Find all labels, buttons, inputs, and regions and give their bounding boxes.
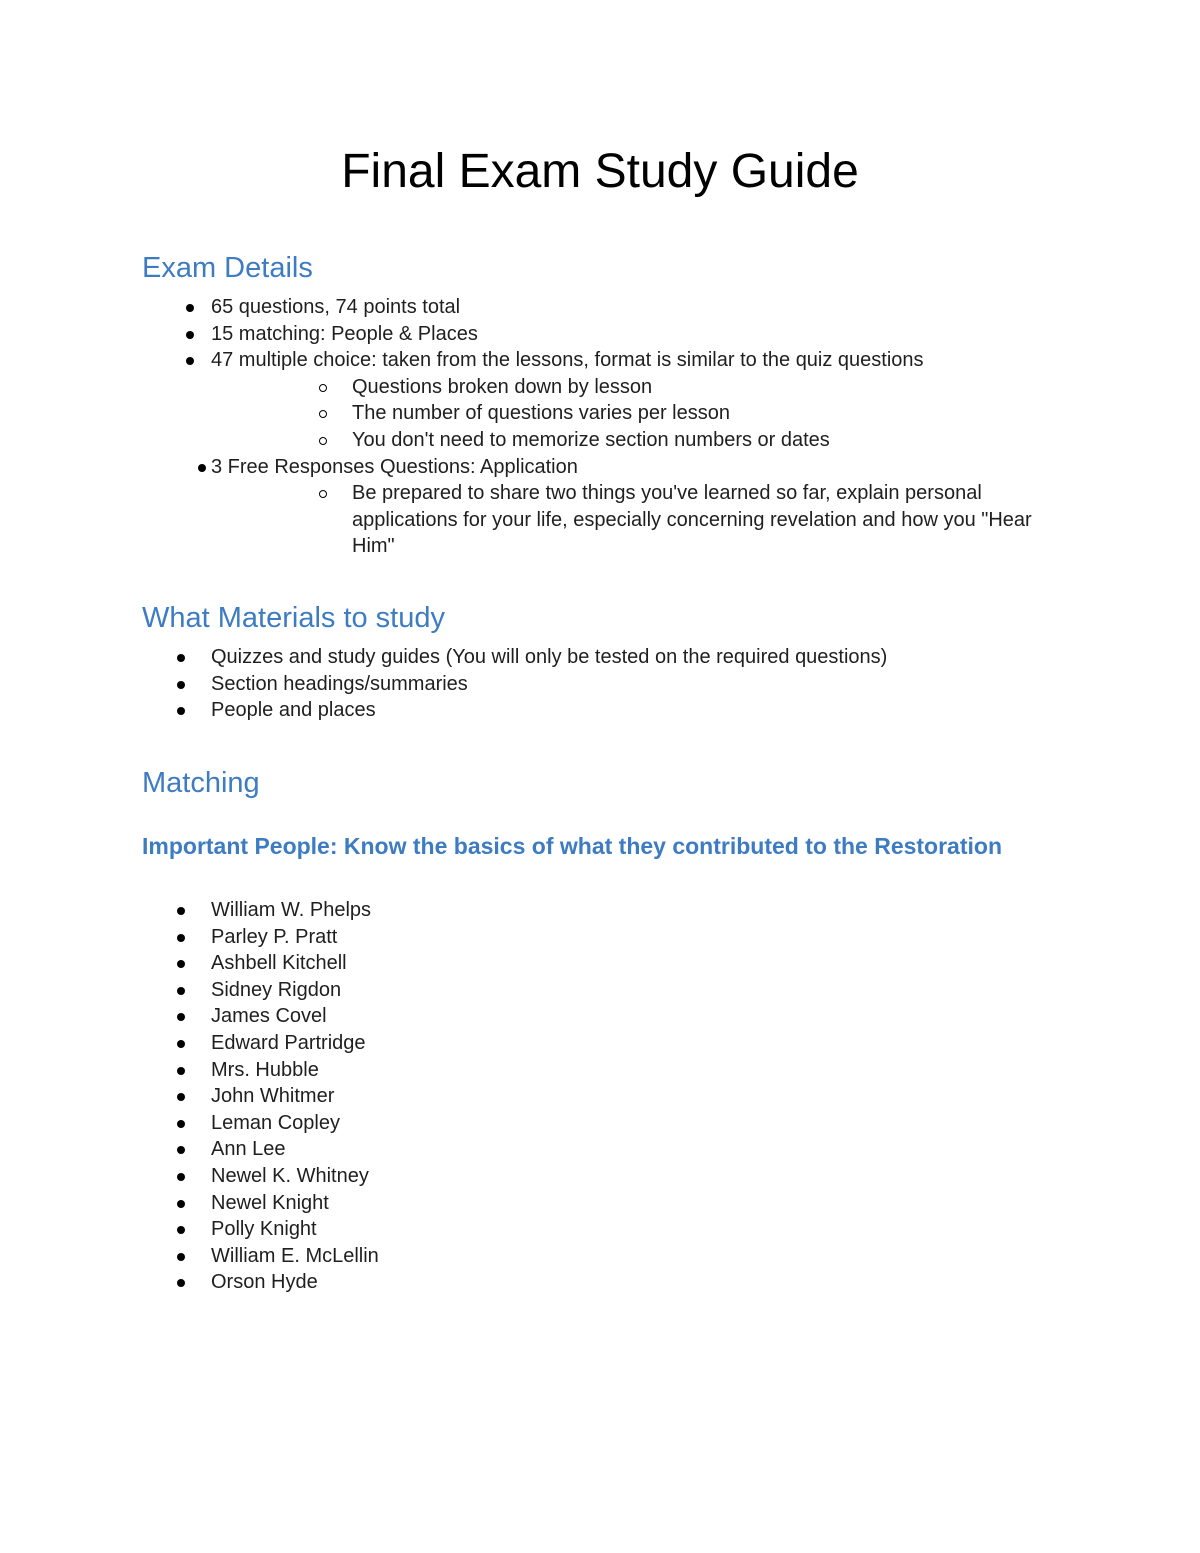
materials-heading: What Materials to study [142,602,445,634]
bullet-icon [177,1200,185,1208]
bullet-icon [198,464,206,472]
page-title: Final Exam Study Guide [341,145,859,198]
bullet-icon [186,331,194,339]
bullet-icon [177,1279,185,1287]
bullet-icon [177,681,185,689]
bullet-icon [177,1120,185,1128]
circle-bullet-icon [319,410,327,418]
bullet-icon [177,960,185,968]
bullet-icon [177,1067,185,1075]
bullet-icon [177,987,185,995]
circle-bullet-icon [319,437,327,445]
bullet-icon [177,1093,185,1101]
circle-bullet-icon [319,490,327,498]
bullet-icon [177,707,185,715]
bullet-icon [177,934,185,942]
matching-heading: Matching [142,767,260,799]
important-people-heading: Important People: Know the basics of what they contributed to the Restoration [142,833,1002,859]
bullet-icon [186,357,194,365]
bullet-icon [177,1173,185,1181]
bullet-icon [177,907,185,915]
exam-details-heading: Exam Details [142,252,313,284]
bullet-icon [177,1226,185,1234]
bullet-icon [177,1013,185,1021]
bullet-icon [186,304,194,312]
bullet-icon [177,1253,185,1261]
circle-bullet-icon [319,384,327,392]
bullet-icon [177,654,185,662]
bullet-icon [177,1146,185,1154]
bullet-icon [177,1040,185,1048]
